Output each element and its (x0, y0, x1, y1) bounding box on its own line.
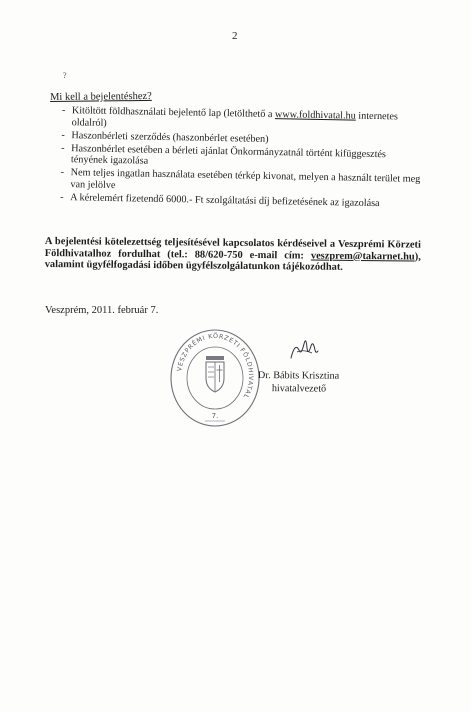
item-text: A kérelemért fizetendő 6000.- Ft szolgáltatási díj befizetésének az igazolása (70, 191, 380, 209)
page-number: 2 (232, 30, 238, 42)
dash-bullet: - (61, 105, 66, 117)
stamp-number: 7. (211, 412, 219, 420)
dash-bullet: - (60, 191, 64, 203)
item-text-after: internetes oldalról) (71, 110, 399, 129)
office-stamp (167, 320, 263, 440)
stray-mark: ? (63, 71, 67, 80)
place-date: Veszprém, 2011. február 7. (45, 305, 159, 316)
item-text: Nem teljes ingatlan használata esetében térkép kivonat, melyen a használt terület meg van jelölve (70, 167, 421, 191)
contact-notice (45, 236, 421, 274)
requirements-heading: Mi kell a bejelentéshez? (50, 90, 152, 103)
signer-name: Dr. Bábits Krisztina (257, 370, 340, 382)
dash-bullet: - (60, 166, 65, 179)
item-text: Haszonbérleti szerződés (haszonbérlet esetében) (71, 129, 269, 145)
hungarian-coat-of-arms-icon (206, 356, 224, 392)
signer-block (258, 370, 339, 396)
website-link[interactable]: www.foldhivatal.hu (274, 109, 356, 122)
stamp-ring-text: VESZPRÉMI KÖRZETI FÖLDHIVATAL (176, 332, 255, 400)
notice-text-after: ), valamint ügyfélfogadási időben ügyfélszolgálatunkon tájékozódhat. (44, 251, 421, 274)
item-text: Haszonbérlet esetében a bérleti ajánlat Önkormányzatnál történt kifüggesztés tényének igazolása (70, 142, 387, 167)
handwritten-signature (287, 332, 321, 366)
requirements-list (60, 105, 422, 211)
notice-text: A bejelentési kötelezettség teljesítésével kapcsolatos kérdéseivel a Veszprémi Körzeti Földhivatalhoz fordulhat (tel.: 88/620-750 e-mail cím: (44, 236, 421, 262)
dash-bullet: - (61, 142, 65, 154)
item-text: Kitöltött földhasználati bejelentő lap (letölthető a (71, 105, 276, 121)
dash-bullet: - (61, 129, 65, 141)
signer-title: hivatalvezető (271, 382, 327, 395)
email-link[interactable]: veszprem@takarnet.hu (310, 250, 415, 263)
